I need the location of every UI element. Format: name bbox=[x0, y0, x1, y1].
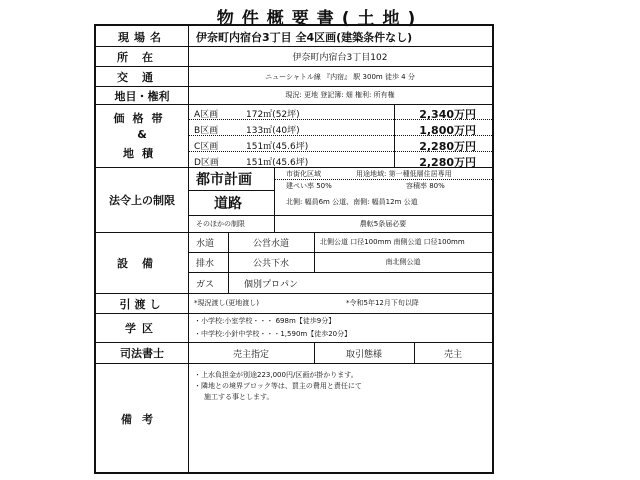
price-label-2: & bbox=[137, 128, 147, 141]
shiho-label: 司法書士 bbox=[120, 347, 164, 360]
shozai-value: 伊奈町内宿台3丁目102 bbox=[292, 53, 388, 63]
toshi-area: 市街化区域 bbox=[286, 170, 321, 178]
lot-c-name: C区画 bbox=[194, 142, 219, 152]
biko-line-1: ・上水負担金が別途223,000円/区画が掛かります。 bbox=[194, 371, 358, 379]
lot-a-area: 172㎡(52坪) bbox=[246, 110, 300, 120]
chimoku-value: 現況: 更地 登記簿: 畑 権利: 所有権 bbox=[285, 91, 395, 99]
hikiwatashi-value-2: *令和5年12月下旬以降 bbox=[346, 299, 419, 307]
toshi-keikaku: 都市計画 bbox=[196, 172, 252, 188]
drain-label: 排水 bbox=[196, 259, 215, 269]
gas-label: ガス bbox=[196, 280, 215, 290]
shiho-value-3: 売主 bbox=[443, 350, 462, 360]
lot-d-area: 151㎡(45.6坪) bbox=[246, 158, 309, 168]
price-label-1: 価格帯 bbox=[113, 112, 171, 125]
gakku-label: 学区 bbox=[125, 322, 159, 335]
lot-a-name: A区画 bbox=[194, 110, 219, 120]
doro-value: 北側: 幅員6m 公道、南側: 幅員12m 公道 bbox=[286, 198, 418, 206]
drain-note: 南北側公道 bbox=[385, 258, 421, 266]
lot-a-price: 2,340万円 bbox=[419, 108, 476, 121]
gakku-line-1: ・小学校:小室学校・・・ 698m【徒歩9分】 bbox=[194, 317, 336, 325]
price-label-3: 地積 bbox=[123, 147, 161, 160]
biko-label: 備考 bbox=[121, 413, 163, 426]
lot-d-price: 2,280万円 bbox=[419, 156, 476, 169]
doro-label: 道路 bbox=[214, 196, 242, 212]
water-note: 北側公道 口径100mm 南側公道 口径100mm bbox=[320, 238, 465, 246]
lot-c-price: 2,280万円 bbox=[419, 140, 476, 153]
other-restriction-value: 農転5条届必要 bbox=[359, 220, 407, 228]
shozai-label: 所在 bbox=[117, 51, 167, 64]
lot-b-area: 133㎡(40坪) bbox=[246, 126, 300, 136]
yoseki-ritsu: 容積率 80% bbox=[406, 182, 445, 190]
lot-b-name: B区画 bbox=[194, 126, 219, 136]
hikiwatashi-value-1: *現況渡し(更地渡し) bbox=[194, 299, 259, 307]
youto-chiiki: 用途地域: 第一種低層住居専用 bbox=[356, 170, 452, 178]
hikiwatashi-label: 引渡し bbox=[119, 298, 165, 311]
biko-line-3: 施工する事とします。 bbox=[204, 393, 274, 401]
property-summary-sheet bbox=[94, 24, 494, 474]
biko-line-2: ・隣地との境界ブロック等は、買主の費用と責任にて bbox=[194, 382, 362, 390]
gas-value: 個別プロパン bbox=[243, 280, 298, 290]
genba-label: 現場名 bbox=[118, 31, 166, 44]
other-restriction-label: そのほかの制限 bbox=[196, 220, 245, 228]
setsubi-label: 設備 bbox=[117, 257, 167, 270]
document-title: 物件概要書(土地) bbox=[216, 9, 424, 29]
lot-b-price: 1,800万円 bbox=[419, 124, 476, 137]
kotsu-value: ニューシャトル線 『内宿』 駅 300m 徒歩 4 分 bbox=[265, 73, 415, 81]
shiho-value-2: 取引態様 bbox=[345, 350, 382, 360]
water-label: 水道 bbox=[196, 239, 215, 249]
chimoku-label: 地目・権利 bbox=[114, 90, 170, 103]
genba-value: 伊奈町内宿台3丁目 全4区画(建築条件なし) bbox=[196, 31, 413, 44]
gakku-line-2: ・中学校:小針中学校・・・1,590m【徒歩20分】 bbox=[194, 330, 352, 338]
legal-label: 法令上の制限 bbox=[109, 194, 175, 207]
water-value: 公営水道 bbox=[252, 239, 289, 249]
drain-value: 公共下水 bbox=[252, 259, 289, 269]
shiho-value-1: 売主指定 bbox=[232, 350, 269, 360]
lot-c-area: 151㎡(45.6坪) bbox=[246, 142, 309, 152]
lot-d-name: D区画 bbox=[194, 158, 219, 168]
kotsu-label: 交通 bbox=[117, 71, 167, 84]
kenpei-ritsu: 建ぺい率 50% bbox=[286, 182, 332, 190]
